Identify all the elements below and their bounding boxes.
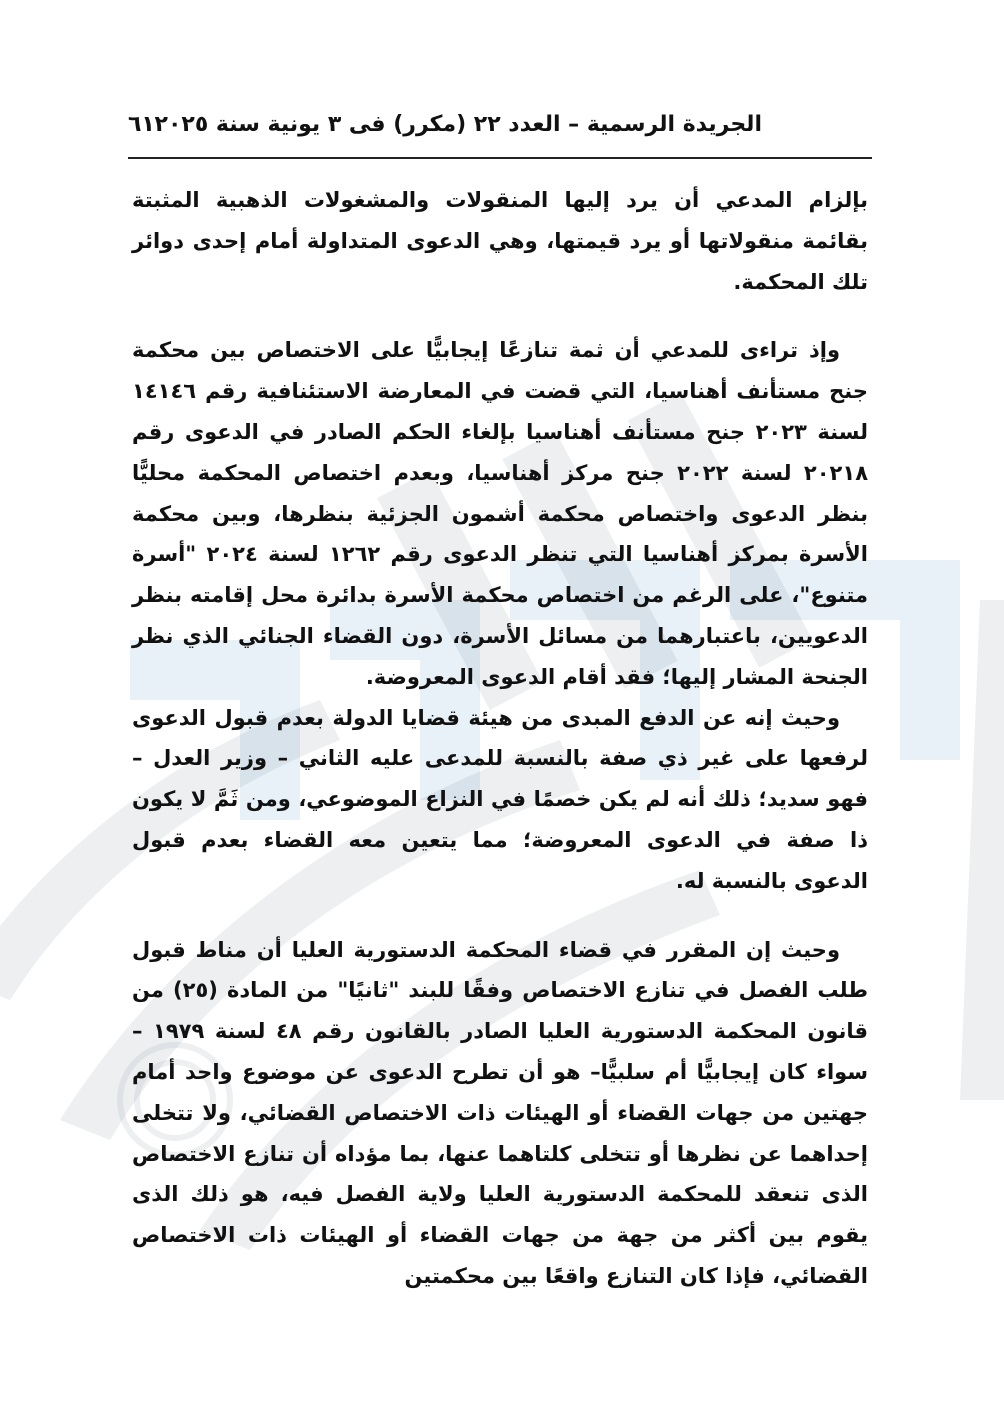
page-number: ٦١ (128, 112, 155, 137)
paragraph: وحيث إنه عن الدفع المبدى من هيئة قضايا الدولة بعدم قبول الدعوى لرفعها على غير ذي صفة بالنسبة للمدعى عليه الثاني – وزير العدل – فهو سديد؛ ذلك أنه لم يكن خصمًا في النزاع الموضوعي، ومن ثَمَّ لا يكون ذا صفة في الدعوى المعروضة؛ مما يتعين معه القضاء بعدم قبول الدعوى بالنسبة له. (132, 705, 868, 893)
paragraph: وحيث إن المقرر في قضاء المحكمة الدستورية العليا أن مناط قبول طلب الفصل في تنازع الاختصاص وفقًا للبند "ثانيًا" من المادة (٢٥) من قانون المحكمة الدستورية العليا الصادر بالقانون رقم ٤٨ لسنة ١٩٧٩ – سواء كان إيجابيًّا أم سلبيًّا– هو أن تطرح الدعوى عن موضوع واحد أمام جهتين من جهات القضاء أو الهيئات ذات الاختصاص القضائي، ولا تتخلى إحداهما عن نظرها أو تتخلى كلتاهما عنها، بما مؤداه أن تنازع الاختصاص الذى تنعقد للمحكمة الدستورية العليا ولاية الفصل فيه، هو ذلك الذى يقوم بين أكثر من جهة من جهات القضاء أو الهيئات ذات الاختصاص القضائي، فإذا كان التنازع واقعًا بين محكمتين (132, 937, 869, 1288)
gazette-title: الجريدة الرسمية – العدد ٢٢ (مكرر) فى ٣ يونية سنة ٢٠٢٥ (154, 112, 762, 137)
paragraph: وإذ تراءى للمدعي أن ثمة تنازعًا إيجابيًّا على الاختصاص بين محكمة جنح مستأنف أهناسيا، التي قضت في المعارضة الاستئنافية رقم ١٤١٤٦ لسنة ٢٠٢٣ جنح مستأنف أهناسيا بإلغاء الحكم الصادر في الدعوى رقم ٢٠٢١٨ لسنة ٢٠٢٢ جنح مركز أهناسيا، وبعدم اختصاص المحكمة محليًّا بنظر الدعوى واختصاص محكمة أشمون الجزئية بنظرها، وبين محكمة الأسرة بمركز أهناسيا التي تنظر الدعوى رقم ١٢٦٢ لسنة ٢٠٢٤ "أسرة متنوع"، على الرغم من اختصاص محكمة الأسرة بدائرة محل إقامته بنظر الدعويين، باعتبارهما من مسائل الأسرة، دون القضاء الجنائي الذي نظر الجنحة المشار إليها؛ فقد أقام الدعوى المعروضة. (132, 338, 869, 689)
header-divider (128, 157, 872, 159)
paragraph: بإلزام المدعي أن يرد إليها المنقولات والمشغولات الذهبية المثبتة بقائمة منقولاتها أو يرد قيمتها، وهي الدعوى المتداولة أمام إحدى دوائر تلك المحكمة. (132, 188, 868, 294)
page-header (128, 104, 872, 154)
document-body (132, 180, 868, 1297)
